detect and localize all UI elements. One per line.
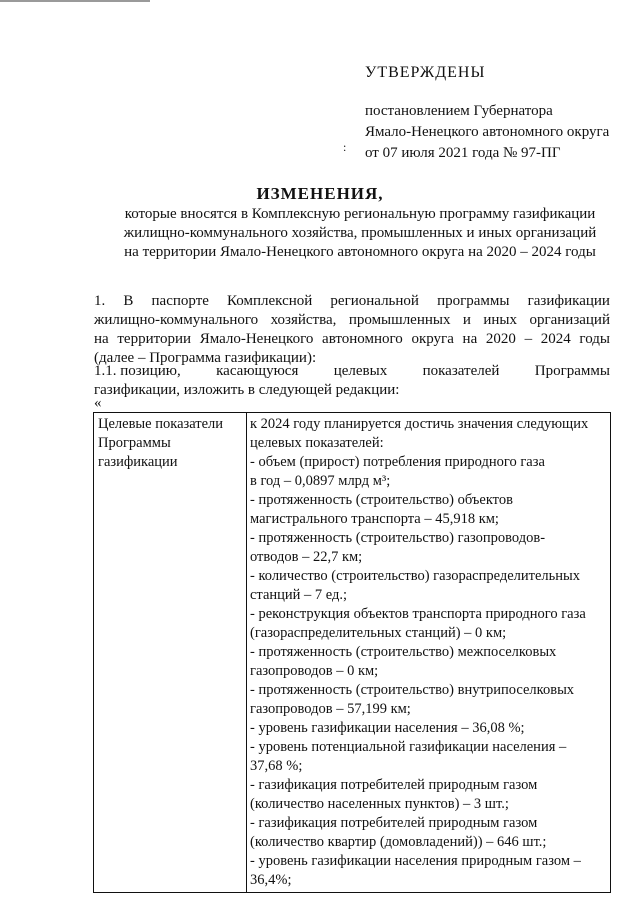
- paragraph-word: организаций: [529, 312, 610, 328]
- paragraph-word: 1.: [94, 293, 106, 309]
- paragraph-word: промышленных: [348, 312, 451, 328]
- target-indicator-line: (количество населенных пунктов) – 3 шт.;: [250, 796, 509, 812]
- target-indicator-line: отводов – 22,7 км;: [250, 549, 363, 565]
- paragraph-word: 2024: [540, 331, 571, 347]
- target-indicator-line: магистрального транспорта – 45,918 км;: [250, 511, 499, 527]
- target-indicator-line: 37,68 %;: [250, 758, 303, 774]
- target-indicator-line: (количество квартир (домовладений)) – 646 шт.;: [250, 834, 547, 850]
- target-indicator-line: - газификация потребителей природным газом: [250, 777, 538, 793]
- target-indicator-line: - объем (прирост) потребления природного газа: [250, 454, 545, 470]
- paragraph-word: территории: [117, 331, 192, 347]
- paragraph-line: (далее – Программа газификации):: [94, 350, 317, 366]
- paragraph-1: [94, 292, 610, 368]
- paragraph-word: региональной: [330, 293, 419, 309]
- paragraph-word: касающуюся: [216, 363, 299, 379]
- target-indicator-line: (газораспределительных станций) – 0 км;: [250, 625, 507, 641]
- target-indicator-line: - протяженность (строительство) внутрипоселковых: [250, 682, 575, 698]
- target-indicator-line: газопроводов – 0 км;: [250, 663, 379, 679]
- target-indicator-line: станций – 7 ед.;: [250, 587, 348, 603]
- target-indicator-line: в год – 0,0897 млрд м³;: [250, 473, 391, 489]
- paragraph-line: газификации, изложить в следующей редакции:: [94, 382, 400, 398]
- paragraph-word: В: [123, 293, 134, 309]
- paragraph-line: [94, 292, 610, 311]
- paragraph-word: Программы: [534, 363, 610, 379]
- paragraph-word: и: [462, 312, 471, 328]
- paragraph-word: –: [524, 331, 533, 347]
- target-indicator-line: - реконструкция объектов транспорта природного газа: [250, 606, 586, 622]
- decree-line: от 07 июля 2021 года № 97-ПГ: [365, 145, 561, 161]
- target-indicator-line: газопроводов – 57,199 км;: [250, 701, 411, 717]
- document-title: ИЗМЕНЕНИЯ,: [256, 184, 384, 203]
- targets-label-cell: [94, 413, 247, 893]
- document-subtitle: [100, 205, 620, 262]
- paragraph-word: программы: [437, 293, 510, 309]
- target-indicator-line: - протяженность (строительство) межпоселковых: [250, 644, 557, 660]
- paragraph-word: газификации: [527, 293, 610, 309]
- paragraph-word: на: [94, 331, 109, 347]
- subtitle-line: жилищно-коммунального хозяйства, промышленных и иных организаций: [123, 225, 597, 241]
- target-indicator-line: - уровень газификации населения – 36,08 %;: [250, 720, 525, 736]
- paragraph-1-1: [94, 362, 610, 400]
- paragraph-line: [94, 311, 610, 330]
- paragraph-word: годы: [579, 331, 610, 347]
- margin-mark: :: [343, 140, 347, 154]
- table-row: [94, 413, 611, 893]
- target-indicator-line: - газификация потребителей природным газом: [250, 815, 538, 831]
- targets-label-line: Программы: [98, 435, 171, 451]
- paragraph-word: хозяйства,: [270, 312, 337, 328]
- paragraph-word: иных: [483, 312, 518, 328]
- target-indicator-line: целевых показателей:: [250, 435, 384, 451]
- paragraph-word: Комплексной: [227, 293, 313, 309]
- paragraph-word: жилищно-коммунального: [94, 312, 259, 328]
- paragraph-word: 2020: [485, 331, 516, 347]
- approved-heading: УТВЕРЖДЕНЫ: [365, 64, 486, 81]
- scan-edge-line: [0, 0, 150, 2]
- targets-table: [93, 412, 611, 893]
- target-indicator-line: - протяженность (строительство) газопроводов-: [250, 530, 546, 546]
- subtitle-line: которые вносятся в Комплексную региональную программу газификации: [124, 206, 596, 222]
- target-indicator-line: - уровень потенциальной газификации населения –: [250, 739, 567, 755]
- target-indicator-line: - количество (строительство) газораспределительных: [250, 568, 581, 584]
- target-indicator-line: - протяженность (строительство) объектов: [250, 492, 513, 508]
- target-indicator-line: к 2024 году планируется достичь значения следующих: [250, 416, 589, 432]
- decree-reference: [365, 101, 609, 164]
- paragraph-line: [94, 330, 610, 349]
- decree-line: Ямало-Ненецкого автономного округа: [365, 124, 610, 140]
- paragraph-word: показателей: [422, 363, 500, 379]
- paragraph-word: паспорте: [151, 293, 209, 309]
- opening-quote: «: [94, 395, 102, 411]
- paragraph-word: Ямало-Ненецкого: [199, 331, 314, 347]
- target-indicator-line: - уровень газификации населения природным газом –: [250, 853, 581, 869]
- paragraph-line: [94, 362, 610, 381]
- paragraph-word: 1.1. позицию,: [94, 363, 181, 379]
- targets-label-line: Целевые показатели: [98, 416, 224, 432]
- targets-values-cell: [247, 413, 611, 893]
- paragraph-word: округа: [411, 331, 454, 347]
- paragraph-word: на: [462, 331, 478, 347]
- decree-line: постановлением Губернатора: [365, 103, 553, 119]
- subtitle-line: на территории Ямало-Ненецкого автономного округа на 2020 – 2024 годы: [124, 244, 596, 260]
- paragraph-word: целевых: [333, 363, 388, 379]
- paragraph-word: автономного: [322, 331, 403, 347]
- target-indicator-line: 36,4%;: [250, 872, 292, 888]
- targets-label-line: газификации: [98, 454, 178, 470]
